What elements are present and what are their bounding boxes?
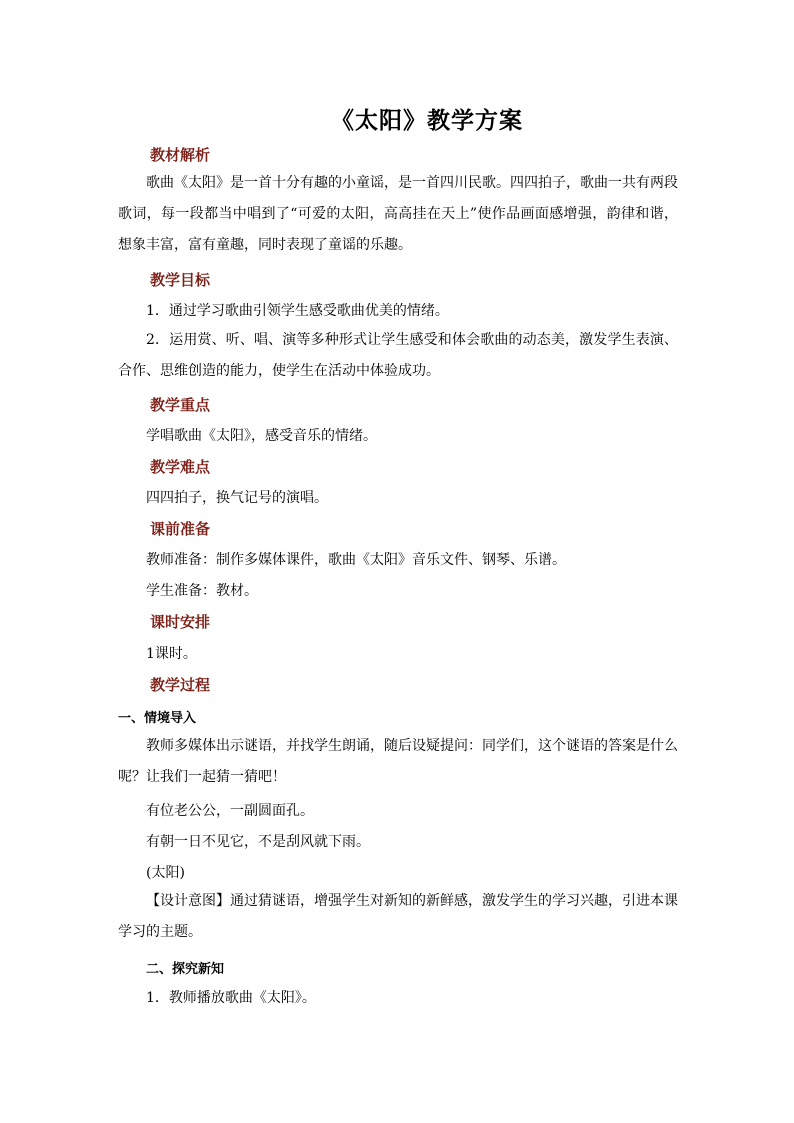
riddle-line-2: 有朝一日不见它，不是刮风就下雨。 [146, 834, 370, 850]
step1-paragraph: 教师多媒体出示谜语，并找学生朗诵，随后设疑提问：同学们，这个谜语的答案是什么呢？让我们一起猜一猜吧！ [118, 738, 678, 785]
riddle-answer: (太阳) [146, 865, 185, 881]
goal-item-1: 1．通过学习歌曲引领学生感受歌曲优美的情绪。 [146, 303, 449, 319]
difficulties-text: 四四拍子，换气记号的演唱。 [146, 490, 328, 506]
step2-heading: 二、探究新知 [146, 962, 225, 977]
schedule-text: 1课时。 [146, 646, 197, 662]
heading-difficulties: 教学难点 [150, 458, 211, 476]
riddle-line-1: 有位老公公，一副圆面孔。 [146, 803, 314, 819]
step2-item-1: 1．教师播放歌曲《太阳》。 [146, 990, 316, 1006]
goal-item-2: 2．运用赏、听、唱、演等多种形式让学生感受和体会歌曲的动态美，激发学生表演、合作、思维创造的能力，使学生在活动中体验成功。 [118, 332, 678, 379]
heading-analysis: 教材解析 [150, 146, 211, 164]
heading-key-points: 教学重点 [150, 396, 211, 414]
heading-preparation: 课前准备 [150, 520, 211, 538]
heading-process: 教学过程 [150, 676, 211, 694]
design-intent-paragraph: 【设计意图】通过猜谜语，增强学生对新知的新鲜感，激发学生的学习兴趣，引进本课学习的主题。 [118, 893, 678, 940]
page-title: 《太阳》教学方案 [331, 107, 523, 134]
heading-goals: 教学目标 [150, 271, 211, 289]
key-points-text: 学唱歌曲《太阳》，感受音乐的情绪。 [146, 428, 377, 444]
step1-heading: 一、情境导入 [118, 711, 197, 726]
preparation-teacher: 教师准备：制作多媒体课件，歌曲《太阳》音乐文件、钢琴、乐谱。 [146, 552, 566, 568]
preparation-student: 学生准备：教材。 [146, 583, 258, 599]
analysis-paragraph: 歌曲《太阳》是一首十分有趣的小童谣，是一首四川民歌。四四拍子，歌曲一共有两段歌词，每一段都当中唱到了“可爱的太阳，高高挂在天上”使作品画面感增强，韵律和谐，想象丰富，富有童趣，同时表现了童谣的乐趣。 [118, 175, 678, 253]
heading-schedule: 课时安排 [150, 613, 211, 631]
